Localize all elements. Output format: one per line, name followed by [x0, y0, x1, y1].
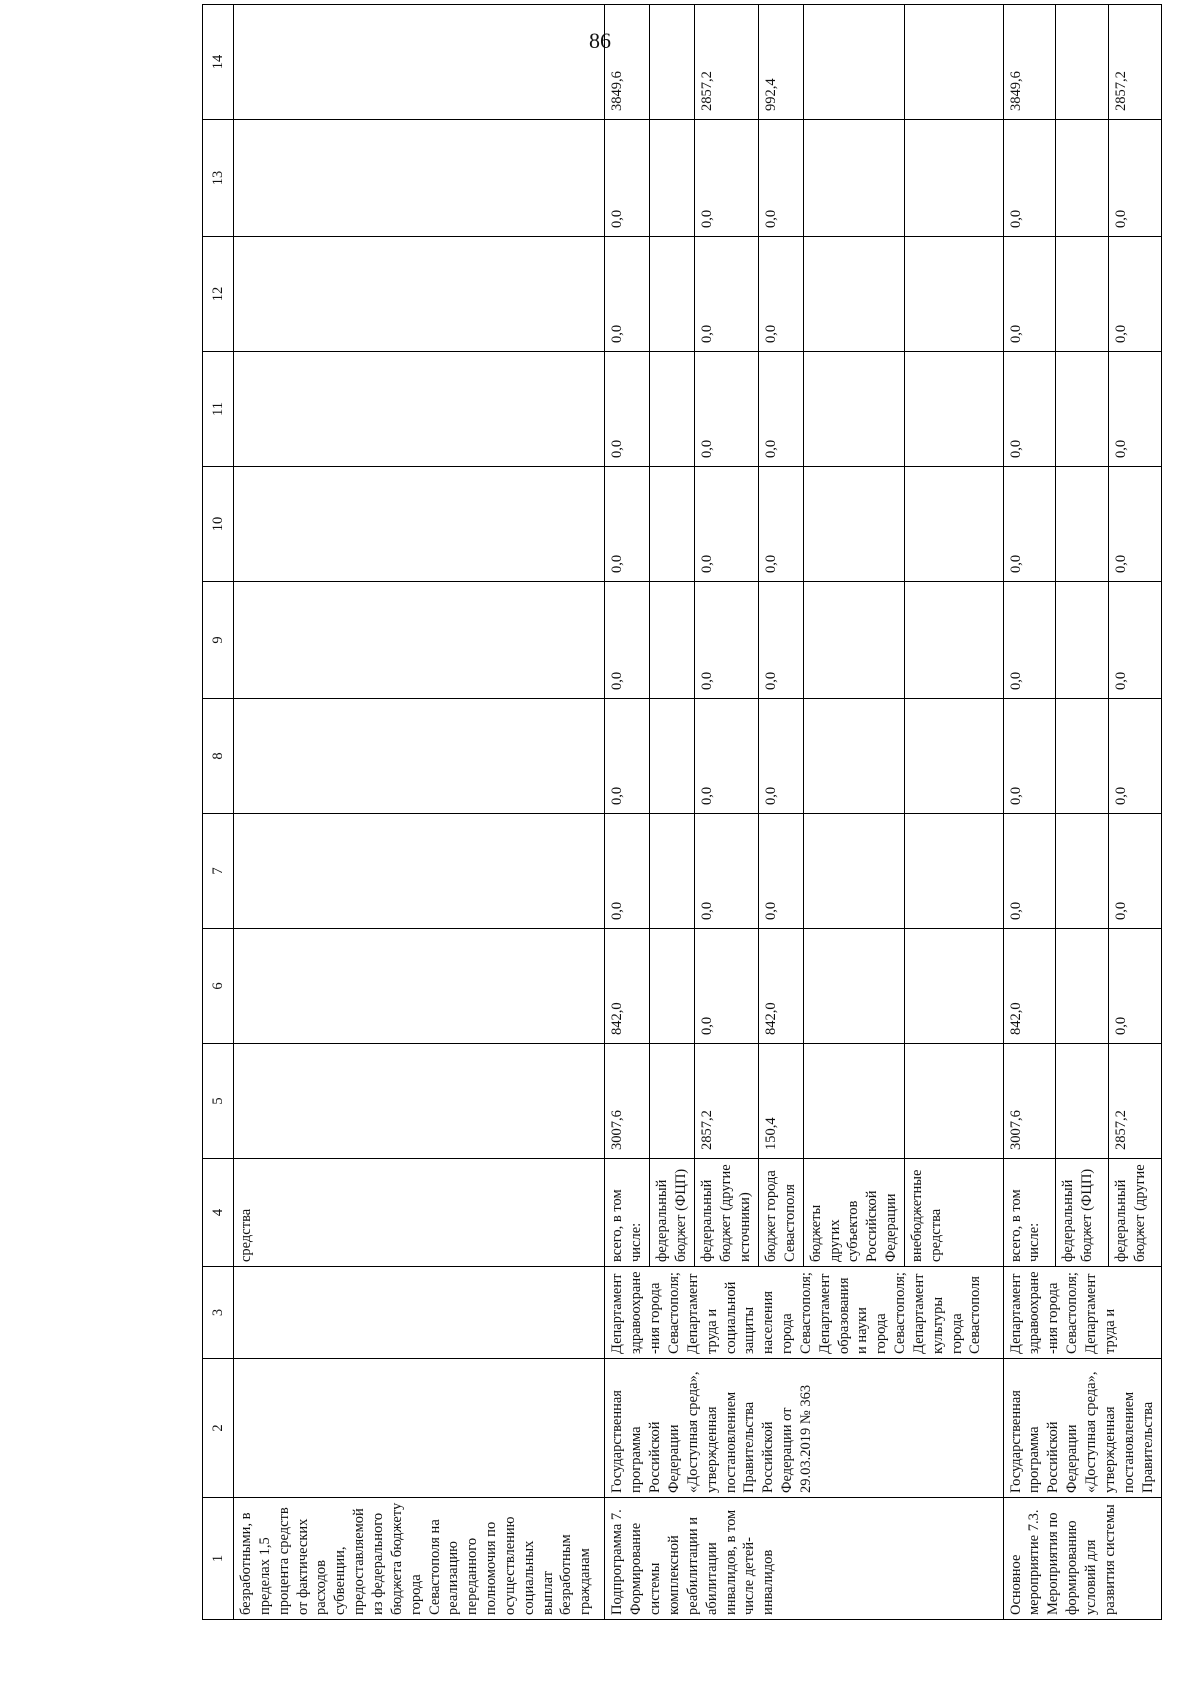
value-cell: 2857,2	[695, 5, 759, 120]
col-header: 14	[203, 5, 234, 120]
value-cell	[803, 237, 905, 352]
value-cell	[803, 352, 905, 467]
value-cell	[650, 120, 695, 237]
value-cell	[905, 352, 1003, 467]
value-cell: 0,0	[1109, 120, 1162, 237]
value-cell	[803, 929, 905, 1044]
col-header: 6	[203, 929, 234, 1044]
value-cell: 2857,2	[1109, 1044, 1162, 1159]
value-cell	[905, 699, 1003, 814]
value-cell: 2857,2	[1109, 5, 1162, 120]
value-cell	[803, 120, 905, 237]
value-cell: 0,0	[605, 467, 650, 582]
col-header: 3	[203, 1267, 234, 1359]
value-cell	[650, 814, 695, 929]
col-header: 9	[203, 582, 234, 699]
col-header: 5	[203, 1044, 234, 1159]
value-cell	[803, 699, 905, 814]
value-cell: 0,0	[605, 582, 650, 699]
value-cell	[905, 467, 1003, 582]
value-cell: 0,0	[695, 237, 759, 352]
value-cell: 0,0	[605, 352, 650, 467]
value-cell: 0,0	[758, 467, 803, 582]
value-cell: 0,0	[758, 237, 803, 352]
col-header: 1	[203, 1498, 234, 1620]
value-cell: 0,0	[1109, 467, 1162, 582]
value-cell	[803, 814, 905, 929]
rotated-table-wrapper	[202, 54, 1162, 1620]
value-cell: 842,0	[605, 929, 650, 1044]
value-cell: 0,0	[1003, 467, 1056, 582]
source-label-cell: федеральный бюджет (ФЦП)	[650, 1159, 695, 1267]
value-cell	[650, 1044, 695, 1159]
value-cell: 0,0	[758, 352, 803, 467]
value-cell: 842,0	[1003, 929, 1056, 1044]
value-cell	[650, 5, 695, 120]
value-cell: 3849,6	[605, 5, 650, 120]
table-row	[1003, 5, 1056, 1620]
value-cell: 0,0	[1109, 352, 1162, 467]
value-cell: 3849,6	[1003, 5, 1056, 120]
value-cell	[1056, 699, 1109, 814]
executor-cell: Департамент здравоохране-ния города Севастополя; Департамент труда и	[1003, 1267, 1161, 1359]
col-header: 10	[203, 467, 234, 582]
col-header: 8	[203, 699, 234, 814]
value-cell	[803, 5, 905, 120]
value-cell: 842,0	[758, 929, 803, 1044]
value-cell	[650, 699, 695, 814]
value-cell: 0,0	[1109, 582, 1162, 699]
executor-cell	[234, 1267, 605, 1359]
value-cell: 2857,2	[695, 1044, 759, 1159]
executor-cell: Департамент здравоохране-ния города Севастополя; Департамент труда и социальной защиты населения города Севастополя; Департамент образования и науки города Севастополя; Департамент культуры города Севастополя	[605, 1267, 1003, 1359]
value-cell	[1056, 120, 1109, 237]
value-cell	[650, 352, 695, 467]
value-cell	[1056, 929, 1109, 1044]
source-label-cell: всего, в том числе:	[605, 1159, 650, 1267]
value-cell	[1056, 582, 1109, 699]
value-cell: 0,0	[605, 814, 650, 929]
value-cell	[650, 237, 695, 352]
value-cell: 0,0	[1003, 814, 1056, 929]
value-cell	[905, 1044, 1003, 1159]
value-cell: 0,0	[695, 582, 759, 699]
value-cell	[905, 5, 1003, 120]
program-cell: Государственная программа Российской Федерации «Доступная среда», утвержденная постановлением Правительства Российской Федерации от 29.03.2019 № 363	[605, 1359, 1003, 1498]
value-cell	[905, 929, 1003, 1044]
value-cell: 0,0	[1003, 120, 1056, 237]
value-cell	[650, 582, 695, 699]
value-cell: 0,0	[1109, 237, 1162, 352]
page-number: 86	[589, 28, 611, 53]
value-cell: 0,0	[695, 929, 759, 1044]
source-label-cell: внебюджетные средства	[905, 1159, 1003, 1267]
value-cell: 0,0	[758, 582, 803, 699]
value-cell: 0,0	[695, 699, 759, 814]
header-row	[203, 5, 234, 1620]
source-label-cell: бюджеты других субъектов Российской Федерации	[803, 1159, 905, 1267]
measure-name-cell: Основное мероприятие 7.3. Мероприятия по формированию условий для развития системы	[1003, 1498, 1161, 1620]
program-cell	[234, 1359, 605, 1498]
value-cell	[1056, 1044, 1109, 1159]
value-cell	[905, 814, 1003, 929]
value-cell: 0,0	[1109, 699, 1162, 814]
value-cell	[1056, 5, 1109, 120]
value-cell	[650, 929, 695, 1044]
source-label-cell: федеральный бюджет (другие источники)	[695, 1159, 759, 1267]
source-label-cell: всего, в том числе:	[1003, 1159, 1056, 1267]
value-cell	[803, 582, 905, 699]
value-cell: 150,4	[758, 1044, 803, 1159]
value-cell: 0,0	[695, 814, 759, 929]
source-label-cell: федеральный бюджет (другие	[1109, 1159, 1162, 1267]
value-cell: 0,0	[695, 467, 759, 582]
value-cell: 0,0	[1003, 582, 1056, 699]
value-cell: 0,0	[758, 699, 803, 814]
value-cell	[1056, 467, 1109, 582]
value-cell	[905, 237, 1003, 352]
col-header: 7	[203, 814, 234, 929]
col-header: 11	[203, 352, 234, 467]
source-label-cell: бюджет города Севастополя	[758, 1159, 803, 1267]
value-cell	[1056, 352, 1109, 467]
value-cell: 0,0	[605, 699, 650, 814]
value-cell	[905, 120, 1003, 237]
value-cell: 0,0	[1109, 814, 1162, 929]
value-cell: 0,0	[1003, 699, 1056, 814]
col-header: 2	[203, 1359, 234, 1498]
table-row	[234, 5, 605, 1620]
value-cell	[803, 467, 905, 582]
table-row	[605, 5, 650, 1620]
value-cell: 0,0	[695, 120, 759, 237]
value-cell: 0,0	[1003, 237, 1056, 352]
value-cell: 0,0	[1003, 352, 1056, 467]
measure-name-cell: безработными, в пределах 1,5 процента средств от фактических расходов субвенции, предоставляемой из федерального бюджета бюджету города Севастополя на реализацию переданного полномочия по осуществлению социальных выплат безработным гражданам	[234, 1498, 605, 1620]
value-cell: 0,0	[605, 237, 650, 352]
value-cell: 3007,6	[1003, 1044, 1056, 1159]
value-cell: 0,0	[605, 120, 650, 237]
value-cell: 0,0	[758, 120, 803, 237]
value-cell	[803, 1044, 905, 1159]
source-label-cell: федеральный бюджет (ФЦП)	[1056, 1159, 1109, 1267]
value-cell: 0,0	[1109, 929, 1162, 1044]
source-label-cell: средства	[234, 1159, 605, 1267]
col-header: 13	[203, 120, 234, 237]
col-header: 12	[203, 237, 234, 352]
value-cell	[905, 582, 1003, 699]
value-cell: 0,0	[758, 814, 803, 929]
subprogram-name-cell: Подпрограмма 7. Формирование системы комплексной реабилитации и абилитации инвалидов, в том числе детей-инвалидов	[605, 1498, 1003, 1620]
budget-table	[202, 4, 1162, 1620]
value-cell: 0,0	[695, 352, 759, 467]
value-cell	[1056, 814, 1109, 929]
value-cell: 3007,6	[605, 1044, 650, 1159]
program-cell: Государственная программа Российской Федерации «Доступная среда», утвержденная постановлением Правительства	[1003, 1359, 1161, 1498]
value-cell: 992,4	[758, 5, 803, 120]
value-cell	[1056, 237, 1109, 352]
col-header: 4	[203, 1159, 234, 1267]
value-cell	[650, 467, 695, 582]
